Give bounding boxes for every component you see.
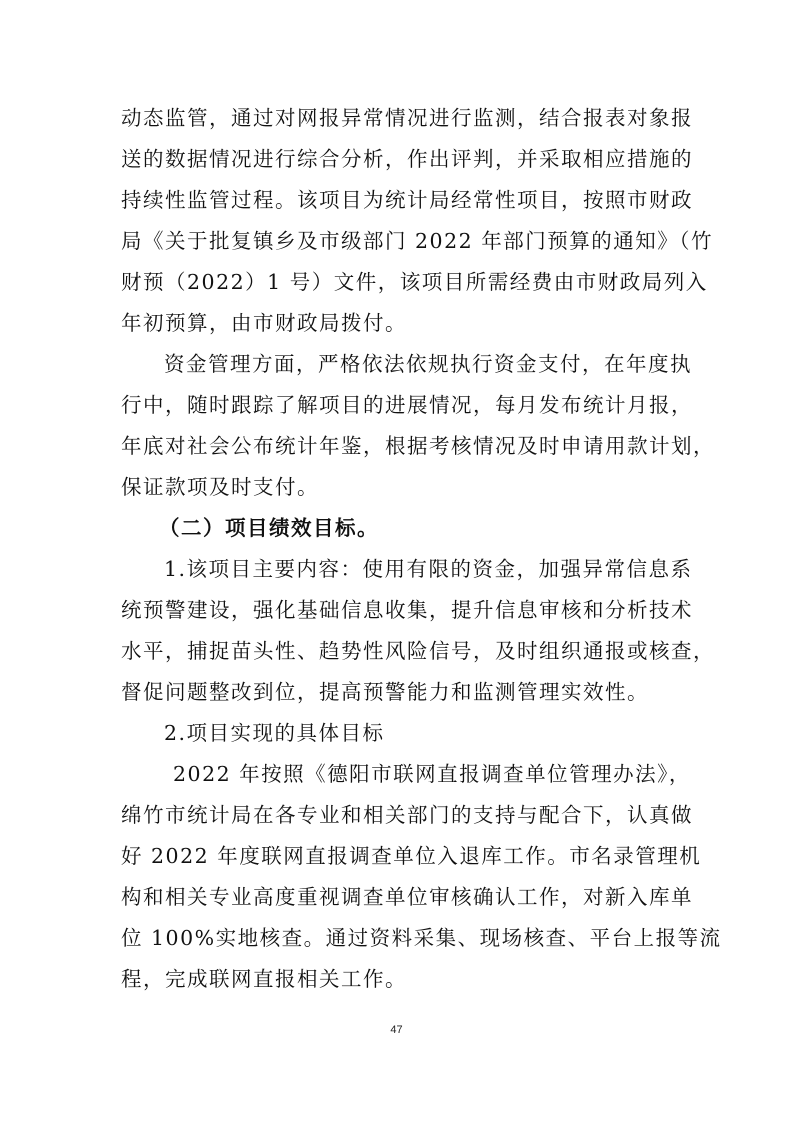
text-line: 督促问题整改到位，提高预警能力和监测管理实效性。: [121, 680, 649, 704]
text-line: 动态监管，通过对网报异常情况进行监测，结合报表对象报: [121, 106, 693, 130]
text-line: 水平，捕捉苗头性、趋势性风险信号，及时组织通报或核查，: [121, 639, 715, 663]
text-line: 局《关于批复镇乡及市级部门 2022 年部门预算的通知》（竹: [121, 229, 713, 253]
page-number: 47: [390, 1024, 403, 1036]
section-heading: （二）项目绩效目标。: [159, 516, 379, 540]
text-line: 绵竹市统计局在各专业和相关部门的支持与配合下，认真做: [121, 803, 693, 827]
text-line: 行中，随时跟踪了解项目的进展情况，每月发布统计月报，: [121, 393, 693, 417]
text-line: 财预（2022）1 号）文件，该项目所需经费由市财政局列入: [121, 270, 708, 294]
text-line: 年底对社会公布统计年鉴，根据考核情况及时申请用款计划，: [121, 434, 715, 458]
paragraph-first-line: 1.该项目主要内容：使用有限的资金，加强异常信息系: [164, 557, 693, 581]
paragraph-first-line: 资金管理方面，严格依法依规执行资金支付，在年度执: [164, 352, 692, 376]
text-line: 位 100%实地核查。通过资料采集、现场核查、平台上报等流: [121, 926, 722, 950]
text-line: 好 2022 年度联网直报调查单位入退库工作。市名录管理机: [121, 844, 702, 868]
text-line: 程，完成联网直报相关工作。: [121, 967, 407, 991]
text-line: 构和相关专业高度重视调查单位审核确认工作，对新入库单: [121, 885, 693, 909]
text-line: 持续性监管过程。该项目为统计局经常性项目，按照市财政: [121, 188, 693, 212]
text-line: 年初预算，由市财政局拨付。: [121, 311, 407, 335]
text-line: 保证款项及时支付。: [121, 475, 319, 499]
paragraph-first-line: 2022 年按照《德阳市联网直报调查单位管理办法》，: [173, 762, 691, 786]
body-text: [121, 98, 722, 1000]
text-line: 统预警建设，强化基础信息收集，提升信息审核和分析技术: [121, 598, 693, 622]
text-line: 送的数据情况进行综合分析，作出评判，并采取相应措施的: [121, 147, 693, 171]
subsection-heading: 2.项目实现的具体目标: [164, 721, 385, 745]
